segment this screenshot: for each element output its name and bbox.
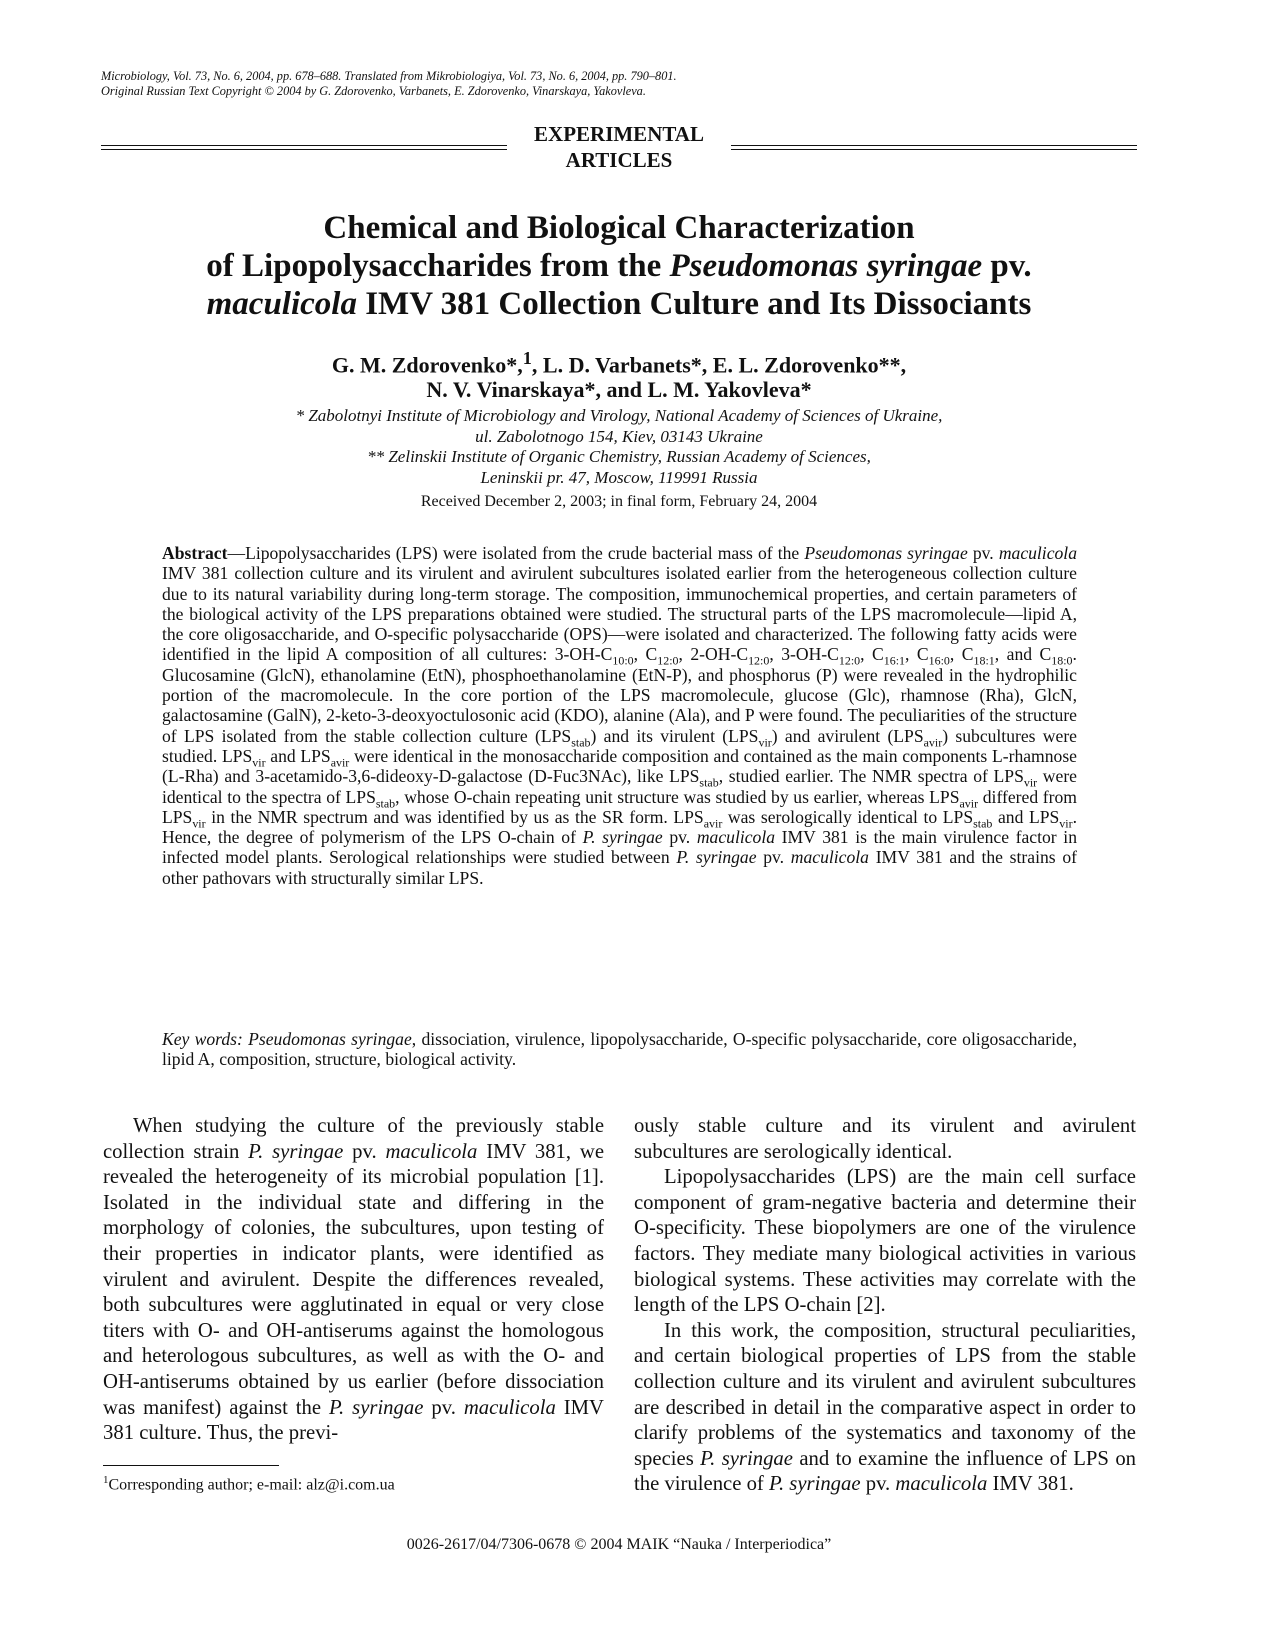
- paper-title: Chemical and Biological Characterization of Lipopolysaccharides from the Pseudomonas syringae pv. maculicola IMV 381 Collection Culture and Its Dissociants: [206, 210, 1032, 322]
- section-heading: [507, 121, 731, 173]
- received-dates: Received December 2, 2003; in final form, February 24, 2004: [420, 493, 818, 510]
- body-column-left: [103, 1114, 604, 1447]
- header-citation: [101, 69, 1101, 99]
- abstract-label: Abstract: [162, 543, 228, 563]
- section-heading-line-2: ARTICLES: [565, 148, 673, 172]
- citation-line-2: Original Russian Text Copyright © 2004 by G. Zdorovenko, Varbanets, E. Zdorovenko, Vinarskaya, Yakovleva.: [101, 84, 646, 98]
- section-banner: [101, 121, 1137, 173]
- affiliations: * Zabolotnyi Institute of Microbiology and Virology, National Academy of Sciences of Ukraine, ul. Zabolotnogo 154, Kiev, 03143 Ukraine ** Zelinskii Institute of Organic Chemistry, Russian Academy of Sciences, Leninskii pr. 47, Moscow, 119991 Russia: [295, 406, 943, 487]
- body-column-right: [634, 1114, 1136, 1498]
- banner-rule-right: [731, 145, 1137, 150]
- body-paragraph: When studying the culture of the previously stable collection strain P. syringae pv. maculicola IMV 381, we revealed the heterogeneity of its microbial population [1]. Isolated in the individual state and differing in the morphology of colonies, the subcultures, upon testing of their properties in indicator plants, were identified as virulent and avirulent. Despite the differences revealed, both subcultures were agglutinated in equal or very close titers with O- and OH-antiserums against the homologous and heterologous subcultures, as well as with the O- and OH-antiserums obtained by us earlier (before dissociation was manifest) against the P. syringae pv. maculicola IMV 381 culture. Thus, the previ-: [103, 1115, 604, 1445]
- body-paragraph: ously stable culture and its virulent and avirulent subcultures are serologically identical.: [634, 1115, 1136, 1163]
- keywords-label: Key words:: [162, 1029, 249, 1049]
- body-paragraph: In this work, the composition, structural peculiarities, and certain biological properties of LPS from the stable collection culture and its virulent and avirulent subcultures are described in detail in the comparative aspect in order to clarify problems of the systematics and taxonomy of the species P. syringae and to examine the influence of LPS on the virulence of P. syringae pv. maculicola IMV 381.: [634, 1319, 1137, 1496]
- section-heading-line-1: EXPERIMENTAL: [534, 122, 704, 146]
- author-list: G. M. Zdorovenko*,$^1$, L. D. Varbanets*, E. L. Zdorovenko**, N. V. Vinarskaya*, and L. M. Yakovleva*: [331, 348, 907, 403]
- footnote-rule: [103, 1465, 279, 1466]
- abstract: Abstract—Lipopolysaccharides (LPS) were isolated from the crude bacterial mass of the Pseudomonas syringae pv. maculicola IMV 381 collection culture and its virulent and avirulent subcultures isolated earlier from the heterogeneous collection culture due to its natural variability during long-term storage. The composition, immunochemical properties, and certain parameters of the biological activity of the LPS preparations obtained were studied. The structural parts of the LPS macromolecule—lipid A, the core oligosaccharide, and O-specific polysaccharide (OPS)—were isolated and characterized. The following fatty acids were identified in the lipid A composition of all cultures: $3-OH-C_{10:0}$, $C_{12:0}$, $2-OH-C_{12:0}$, $3-OH-C_{12:0}$, $C_{16:1}$, $C_{16:0}$, $C_{18:1}$, and $C_{18:0}$. Glucosamine (GlcN), ethanolamine (EtN), phosphoethanolamine (EtN-P), and phosphorus (P) were revealed in the hydrophilic portion of the macromolecule. In the core portion of the LPS macromolecule, glucose (Glc), rhamnose (Rha), GlcN, galactosamine (GalN), 2-keto-3-deoxyoctulosonic acid (KDO), alanine (Ala), and P were found. The peculiarities of the structure of LPS isolated from the stable collection culture $(LPS_{stab})$ and its virulent $(LPS_{vir})$ and avirulent $(LPS_{avir})$ subcultures were studied. $LPS_{vir}$ and $LPS_{avir}$ were identical in the monosaccharide composition and contained as the main components L-rhamnose (L-Rha) and 3-acetamido-3,6-dideoxy-D-galactose (D-Fuc3NAc), like $LPS_{stab}$, studied earlier. The NMR spectra of $LPS_{vir}$ were identical to the spectra of $LPS_{stab}$, whose O-chain repeating unit structure was studied by us earlier, whereas $LPS_{avir}$ differed from $LPS_{vir}$ in the NMR spectrum and was identified by us as the SR form. $LPS_{avir}$ was serologically identical to $LPS_{stab}$ and $LPS_{vir}$. Hence, the degree of polymerism of the LPS O-chain of P. syringae pv. maculicola IMV 381 is the main virulence factor in infected model plants. Serological relationships were studied between P. syringae pv. maculicola IMV 381 and the strains of other pathovars with structurally similar LPS.: [162, 543, 1077, 888]
- footer-copyright: 0026-2617/04/7306-0678 © 2004 MAIK “Nauka / Interperiodica”: [406, 1536, 832, 1553]
- citation-line-1: Microbiology, Vol. 73, No. 6, 2004, pp. 678–688. Translated from Mikrobiologiya, Vol. 73, No. 6, 2004, pp. 790–801.: [101, 69, 677, 83]
- keywords: Key words: Pseudomonas syringae, dissociation, virulence, lipopolysaccharide, O-specific polysaccharide, core oligosaccharide, lipid A, composition, structure, biological activity.: [162, 1029, 1077, 1070]
- footnote: $^1$Corresponding author; e-mail: alz@i.com.ua: [103, 1474, 395, 1494]
- body-paragraph: Lipopolysaccharides (LPS) are the main cell surface component of gram-negative bacteria and determine their O-specificity. These biopolymers are one of the virulence factors. They mediate many biological activities in various biological systems. These activities may correlate with the length of the LPS O-chain [2].: [634, 1166, 1136, 1317]
- banner-rule-left: [101, 145, 507, 150]
